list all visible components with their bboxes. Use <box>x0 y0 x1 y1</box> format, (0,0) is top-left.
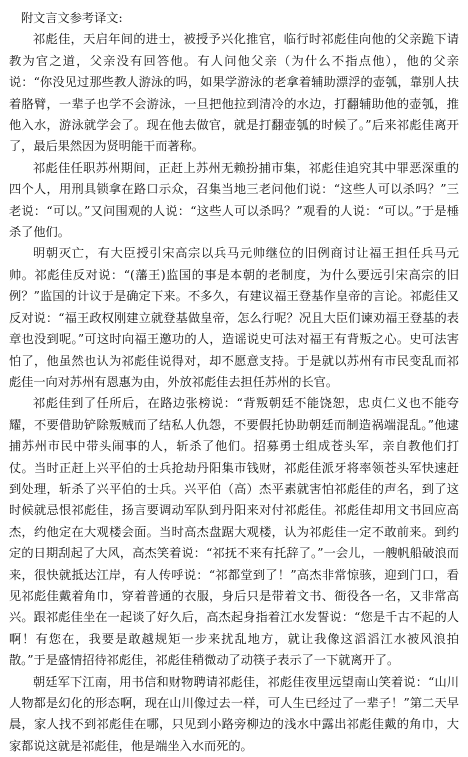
paragraph-3: 明朝灭亡，有大臣授引宋高宗以兵马元帅继位的旧例商讨让福王担任兵马元帅。祁彪佳反对说：“(藩王)监国的事是本朝的老制度，为什么要远引宋高宗的旧例？”监国的计议于是确定下来。不多久，有建议福王登基作皇帝的言论。祁彪佳又反对说：“福王政权刚建立就登基做皇帝，怎么行呢？况且大臣们谏劝福王登基的表章也没到呢。”可这时向福王邀功的人，造谣说史可法对福王有背叛之心。史可法害怕了，他虽然也认为祁彪佳说得对，却不愿意支持。于是就以苏州有市民变乱而祁彪佳一向对苏州有恩惠为由，外放祁彪佳去担任苏州的长官。 <box>9 246 459 389</box>
paragraph-1: 祁彪佳，天启年间的进士，被授予兴化推官，临行时祁彪佳向他的父亲跪下请教为官之道，父亲没有回答他。有人问他父亲（为什么不指点他），他的父亲说：“你没见过那些教人游泳的吗，如果学游泳的老拿着辅助漂浮的壶瓠，靠别人扶着胳臂，一辈子也学不会游泳，一旦把他拉到清冷的水边，打翻辅助他的壶瓠，推他入水，游泳就学会了。现在他去做官，就是打翻壶瓠的时候了。”后来祁彪佳离开了，最后果然因为贤明能干而著称。 <box>9 32 459 154</box>
paragraph-5: 朝廷军下江南，用书信和财物聘请祁彪佳，祁彪佳夜里远望南山笑着说：“山川人物都是幻化的形态啊，现在山川像过去一样，可人生已经过了一辈子！”第二天早晨，家人找不到祁彪佳在哪，只见到小路旁柳边的浅水中露出祁彪佳戴的角巾，大家都说这就是祁彪佳，他是端坐入水而死的。 <box>9 674 459 753</box>
paragraph-4: 祁彪佳到了任所后，在路边张榜说：“背叛朝廷不能饶恕，忠贞仁义也不能夸耀，不要借助铲除叛贼而了结私人仇怨，不要假托协助朝廷而制造祸端混乱。”他逮捕苏州市民中带头闹事的人，斩杀了他们。招募勇士组成苍头军，亲自教他们打仗。当时正赶上兴平伯的士兵抢劫丹阳集市钱财，祁彪佳派牙将率领苍头军快速赶到处理，斩杀了兴平伯的士兵。兴平伯（高）杰平素就害怕祁彪佳的声名，到了这时候就忌恨祁彪佳，扬言要调动军队到丹阳来对付祁彪佳。祁彪佳却用文书回应高杰，约他定在大观楼会面。当时高杰盘踞大观楼，认为祁彪佳一定不敢前来。到约定的日期刮起了大风，高杰笑着说：“祁抚不来有托辞了。”一会儿，一艘帆船破浪而来，很快就抵达江岸，有人传呼说：“祁都堂到了！”高杰非常惊骇，迎到门口，看见祁彪佳戴着角巾，穿着普通的衣服，身后只是带着文书、衙役各一名，又非常高兴。跟祁彪佳坐在一起谈了好久后，高杰起身指着江水发誓说：“您是千古不起的人啊！有您在，我要是敢越规矩一步来扰乱地方，就让我像这滔滔江水被风浪拍散。”于是盛情招待祁彪佳，祁彪佳稍微动了动筷子表示了一下就离开了。 <box>9 396 459 668</box>
section-heading: 附文言文参考译文: <box>21 11 123 25</box>
paragraph-2: 祁彪佳任职苏州期间，正赶上苏州无赖扮捕市集，祁彪佳追究其中罪恶深重的四个人，用刑具锁拿在路口示众，召集当地三老问他们说：“这些人可以杀吗？”三老说：“可以。”又问围观的人说：“这些人可以杀吗？”观看的人说：“可以。”于是棰杀了他们。 <box>9 160 459 240</box>
